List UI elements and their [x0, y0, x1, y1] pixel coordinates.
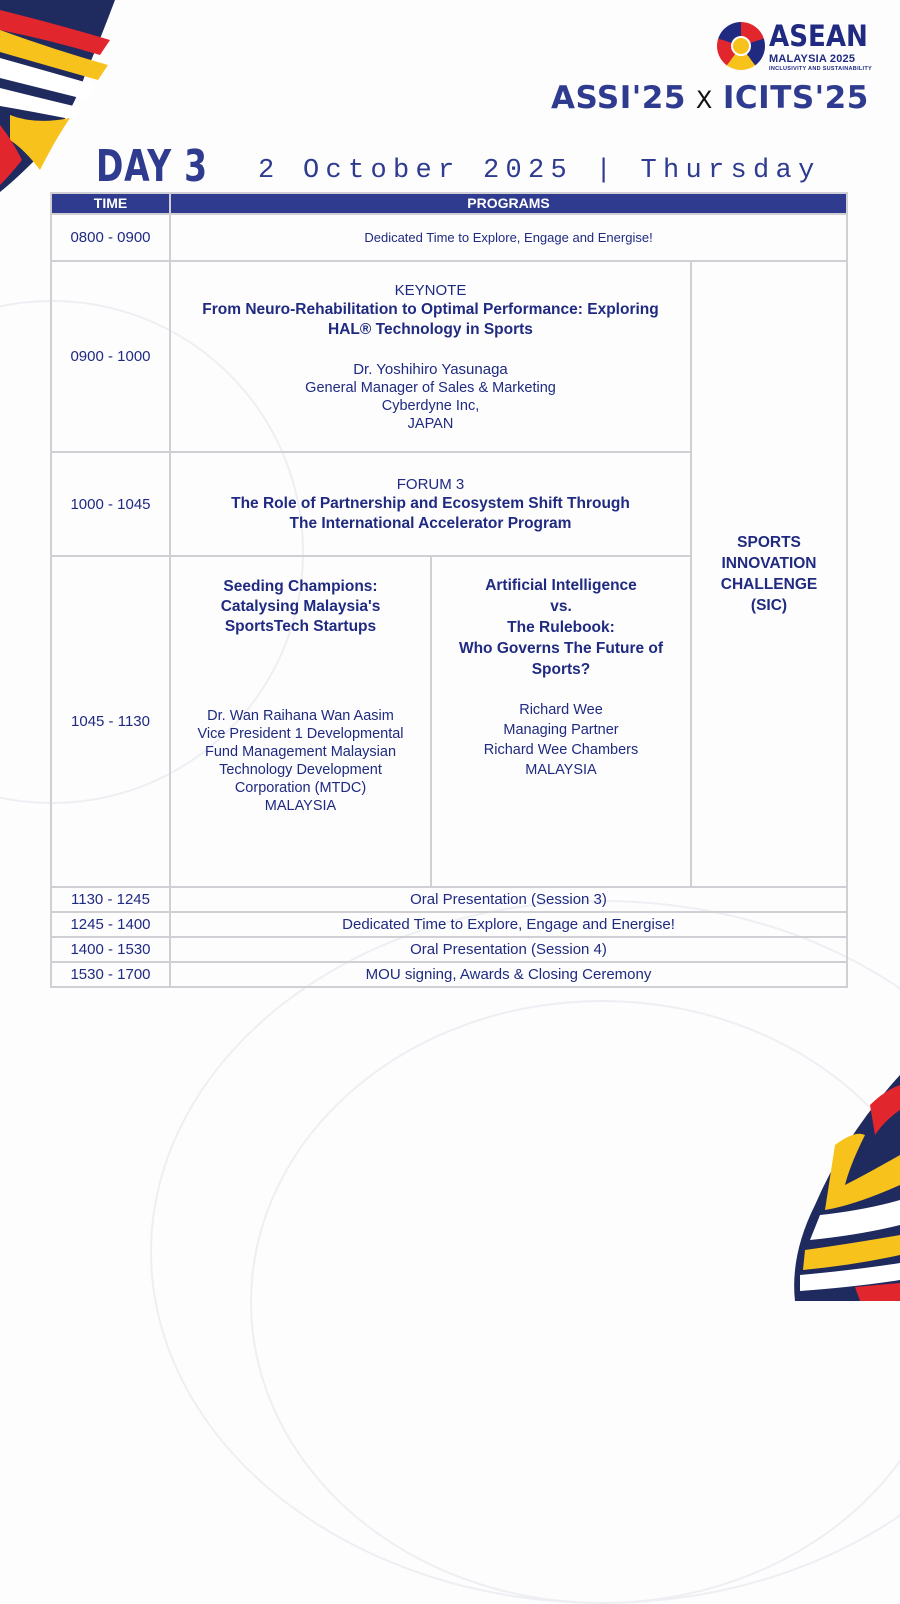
- sports-innovation-challenge-cell: SPORTS INNOVATION CHALLENGE (SIC): [691, 261, 847, 887]
- table-row: [51, 912, 847, 937]
- speaker-name: Dr. Wan Raihana Wan Aasim: [207, 708, 394, 724]
- speaker-org: Cyberdyne Inc,: [381, 397, 480, 414]
- logo-word: ASEAN: [769, 19, 868, 53]
- time-cell: 0900 - 1000: [51, 261, 170, 452]
- table-header-row: [51, 193, 847, 214]
- table-row: [51, 261, 847, 452]
- time-cell: 1000 - 1045: [51, 452, 170, 556]
- keynote-cell: [170, 261, 691, 452]
- time-cell: 1530 - 1700: [51, 962, 170, 987]
- event-title: [551, 80, 869, 116]
- decorative-ribbon-bottom-right: [775, 1075, 900, 1301]
- schedule-table: [50, 192, 848, 988]
- time-cell: 1400 - 1530: [51, 937, 170, 962]
- parallel-session-left: Seeding Champions: Catalysing Malaysia's SportsTech Startups Dr. Wan Raihana Wan Aasim Vice President 1 Developmental Fund Management Malaysian Technology Development Corporation (MTDC) MALAYSIA: [170, 556, 431, 887]
- session-title: The Role of Partnership and Ecosystem Shift Through: [231, 494, 630, 512]
- speaker-country: JAPAN: [407, 415, 454, 432]
- forum-cell: [170, 452, 691, 556]
- session-label: KEYNOTE: [394, 281, 467, 299]
- program-cell: Oral Presentation (Session 4): [170, 937, 847, 962]
- session-title: From Neuro-Rehabilitation to Optimal Performance: Exploring: [202, 300, 659, 318]
- table-row: [51, 962, 847, 987]
- logo-subtitle: MALAYSIA 2025: [769, 53, 856, 65]
- column-header-programs: PROGRAMS: [170, 193, 847, 214]
- speaker-role: General Manager of Sales & Marketing: [305, 379, 556, 396]
- day-label: DAY 3: [96, 141, 208, 192]
- speaker-name: Dr. Yoshihiro Yasunaga: [353, 360, 508, 378]
- time-cell: 1245 - 1400: [51, 912, 170, 937]
- program-cell: Dedicated Time to Explore, Engage and Energise!: [170, 912, 847, 937]
- session-title: The International Accelerator Program: [289, 514, 572, 532]
- session-title: HAL® Technology in Sports: [328, 320, 533, 338]
- table-row: [51, 214, 847, 261]
- time-cell: 0800 - 0900: [51, 214, 170, 261]
- parallel-session-right: Artificial Intelligence vs. The Rulebook: Who Governs The Future of Sports? Richard Wee Managing Partner Richard Wee Chambers MALAYSIA: [431, 556, 691, 887]
- time-cell: 1045 - 1130: [51, 556, 170, 887]
- time-cell: 1130 - 1245: [51, 887, 170, 912]
- asean-malaysia-2025-logo: [717, 18, 877, 78]
- speaker-name: Richard Wee: [519, 702, 603, 718]
- table-row: [51, 887, 847, 912]
- logo-tagline: INCLUSIVITY AND SUSTAINABILITY: [769, 66, 873, 72]
- program-cell: Dedicated Time to Explore, Engage and Energise!: [170, 214, 847, 261]
- program-cell: MOU signing, Awards & Closing Ceremony: [170, 962, 847, 987]
- table-row: [51, 937, 847, 962]
- event-left: ASSI'25: [551, 80, 686, 116]
- event-right: ICITS'25: [722, 80, 869, 116]
- column-header-time: TIME: [51, 193, 170, 214]
- event-separator: X: [695, 86, 713, 114]
- asean-emblem-icon: [717, 22, 765, 70]
- session-label: FORUM 3: [396, 475, 465, 493]
- program-cell: Oral Presentation (Session 3): [170, 887, 847, 912]
- date-label: 2 October 2025 | Thursday: [258, 156, 821, 186]
